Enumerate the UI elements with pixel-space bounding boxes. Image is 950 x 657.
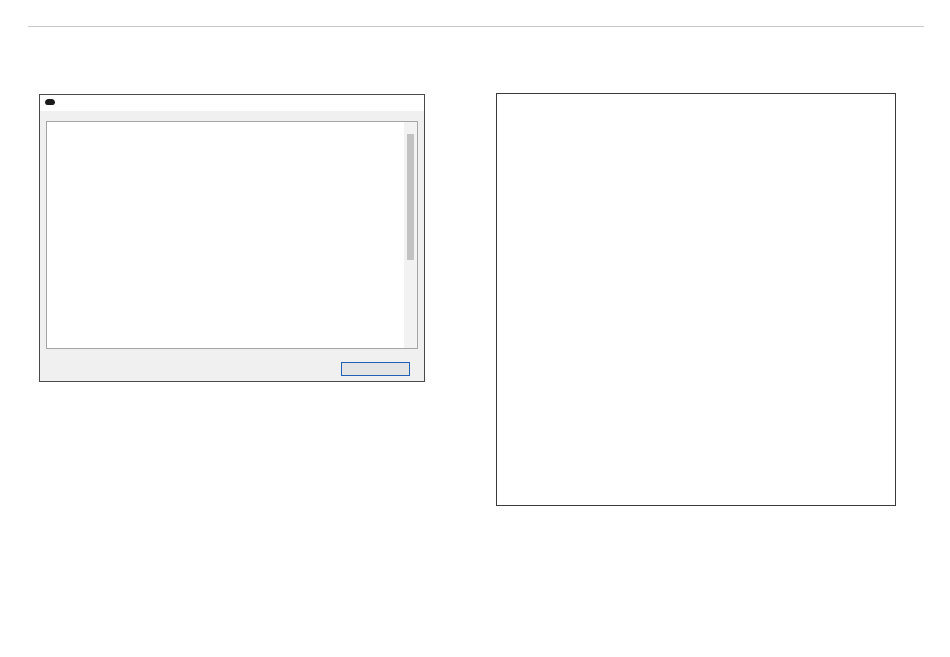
close-button[interactable]	[341, 362, 410, 376]
dialog-titlebar[interactable]	[40, 95, 424, 111]
help-dialog	[39, 94, 425, 382]
help-text-area[interactable]	[46, 121, 418, 349]
vertical-scrollbar[interactable]	[404, 122, 417, 348]
scroll-up-icon[interactable]	[404, 122, 417, 134]
scroll-down-icon[interactable]	[404, 336, 417, 348]
parameter-table	[496, 93, 896, 506]
scrollbar-thumb[interactable]	[407, 134, 414, 260]
app-icon	[45, 99, 55, 105]
top-divider	[28, 26, 924, 27]
